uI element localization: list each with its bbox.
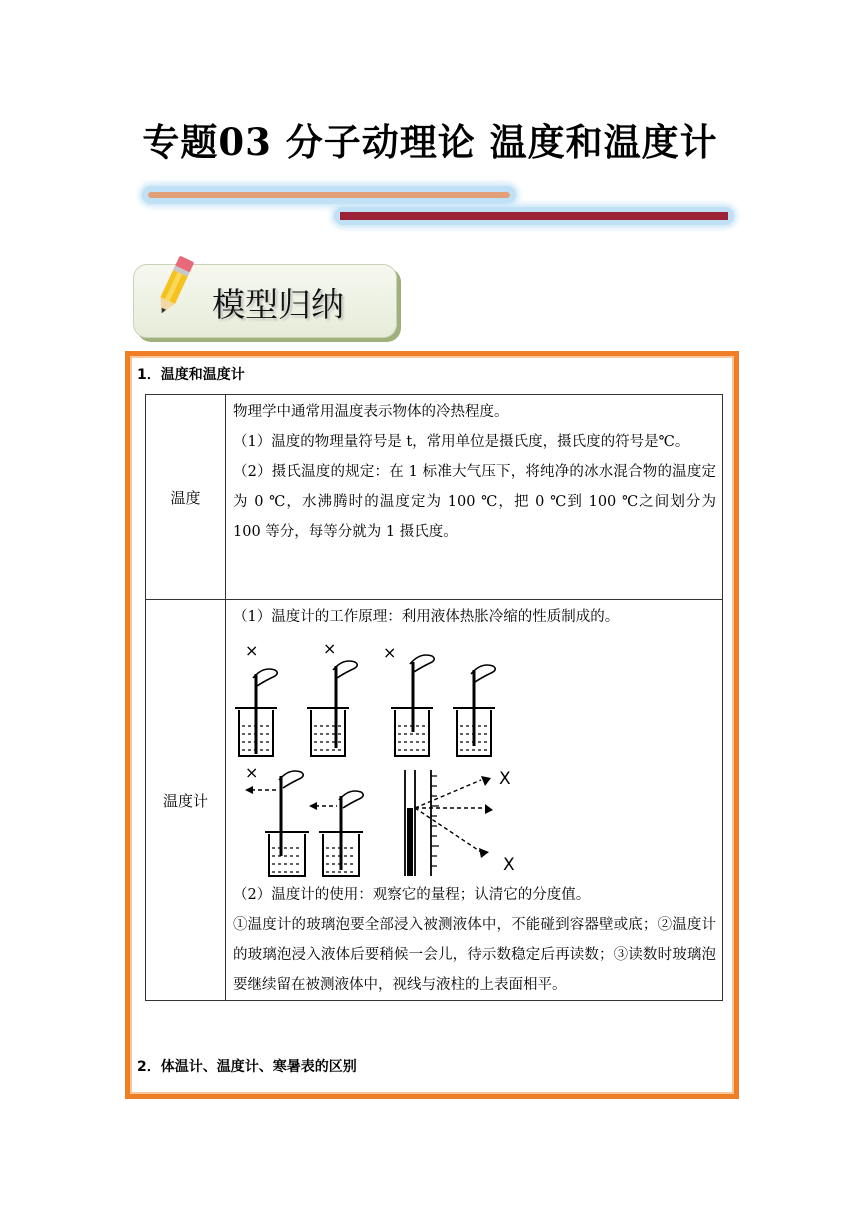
paragraph: （1）温度的物理量符号是 t，常用单位是摄氏度，摄氏度的符号是℃。 bbox=[233, 434, 690, 450]
section-tag-label: 模型归纳 bbox=[212, 285, 344, 324]
svg-text:X: X bbox=[503, 855, 515, 875]
svg-text:X: X bbox=[499, 769, 511, 789]
thermometer-reading-figure bbox=[397, 766, 527, 880]
thermometer-beaker-figures-row1 bbox=[233, 638, 523, 760]
svg-text:×: × bbox=[245, 641, 259, 660]
table-row bbox=[146, 395, 723, 600]
paragraph: （1）温度计的工作原理：利用液体热胀冷缩的性质制成的。 bbox=[233, 609, 620, 625]
pencil-icon bbox=[146, 254, 202, 320]
row-label-temperature: 温度 bbox=[146, 395, 226, 600]
section-1-heading: 1．温度和温度计 bbox=[137, 367, 245, 383]
decorative-bar-top bbox=[142, 186, 516, 204]
paragraph: ①温度计的玻璃泡要全部浸入被测液体中，不能碰到容器壁或底；②温度计的玻璃泡浸入液体后要稍候一会儿，待示数稳定后再读数；③读数时玻璃泡要继续留在被测液体中，视线与液柱的上表面相平。 bbox=[233, 917, 716, 993]
temperature-table bbox=[145, 394, 723, 1001]
thermometer-usage-figures bbox=[233, 632, 716, 880]
paragraph: （2）温度计的使用：观察它的量程；认清它的分度值。 bbox=[233, 887, 591, 903]
table-row bbox=[146, 600, 723, 1001]
section-2-heading: 2．体温计、温度计、寒暑表的区别 bbox=[137, 1059, 357, 1075]
svg-text:×: × bbox=[383, 643, 397, 662]
row-content-thermometer bbox=[226, 600, 723, 1001]
page-title: 专题03 分子动理论 温度和温度计 bbox=[142, 120, 718, 164]
paragraph: 物理学中通常用温度表示物体的冷热程度。 bbox=[233, 404, 509, 420]
svg-text:×: × bbox=[323, 639, 337, 658]
decorative-bar-bottom bbox=[334, 207, 734, 225]
row-content-temperature bbox=[226, 395, 723, 600]
row-label-thermometer: 温度计 bbox=[146, 600, 226, 1001]
svg-text:×: × bbox=[245, 763, 259, 782]
paragraph: （2）摄氏温度的规定：在 1 标准大气压下，将纯净的冰水混合物的温度定为 0 ℃，水沸腾时的温度定为 100 ℃，把 0 ℃到 100 ℃之间划分为 100 等分，每等分就为 1 摄氏度。 bbox=[233, 464, 716, 540]
